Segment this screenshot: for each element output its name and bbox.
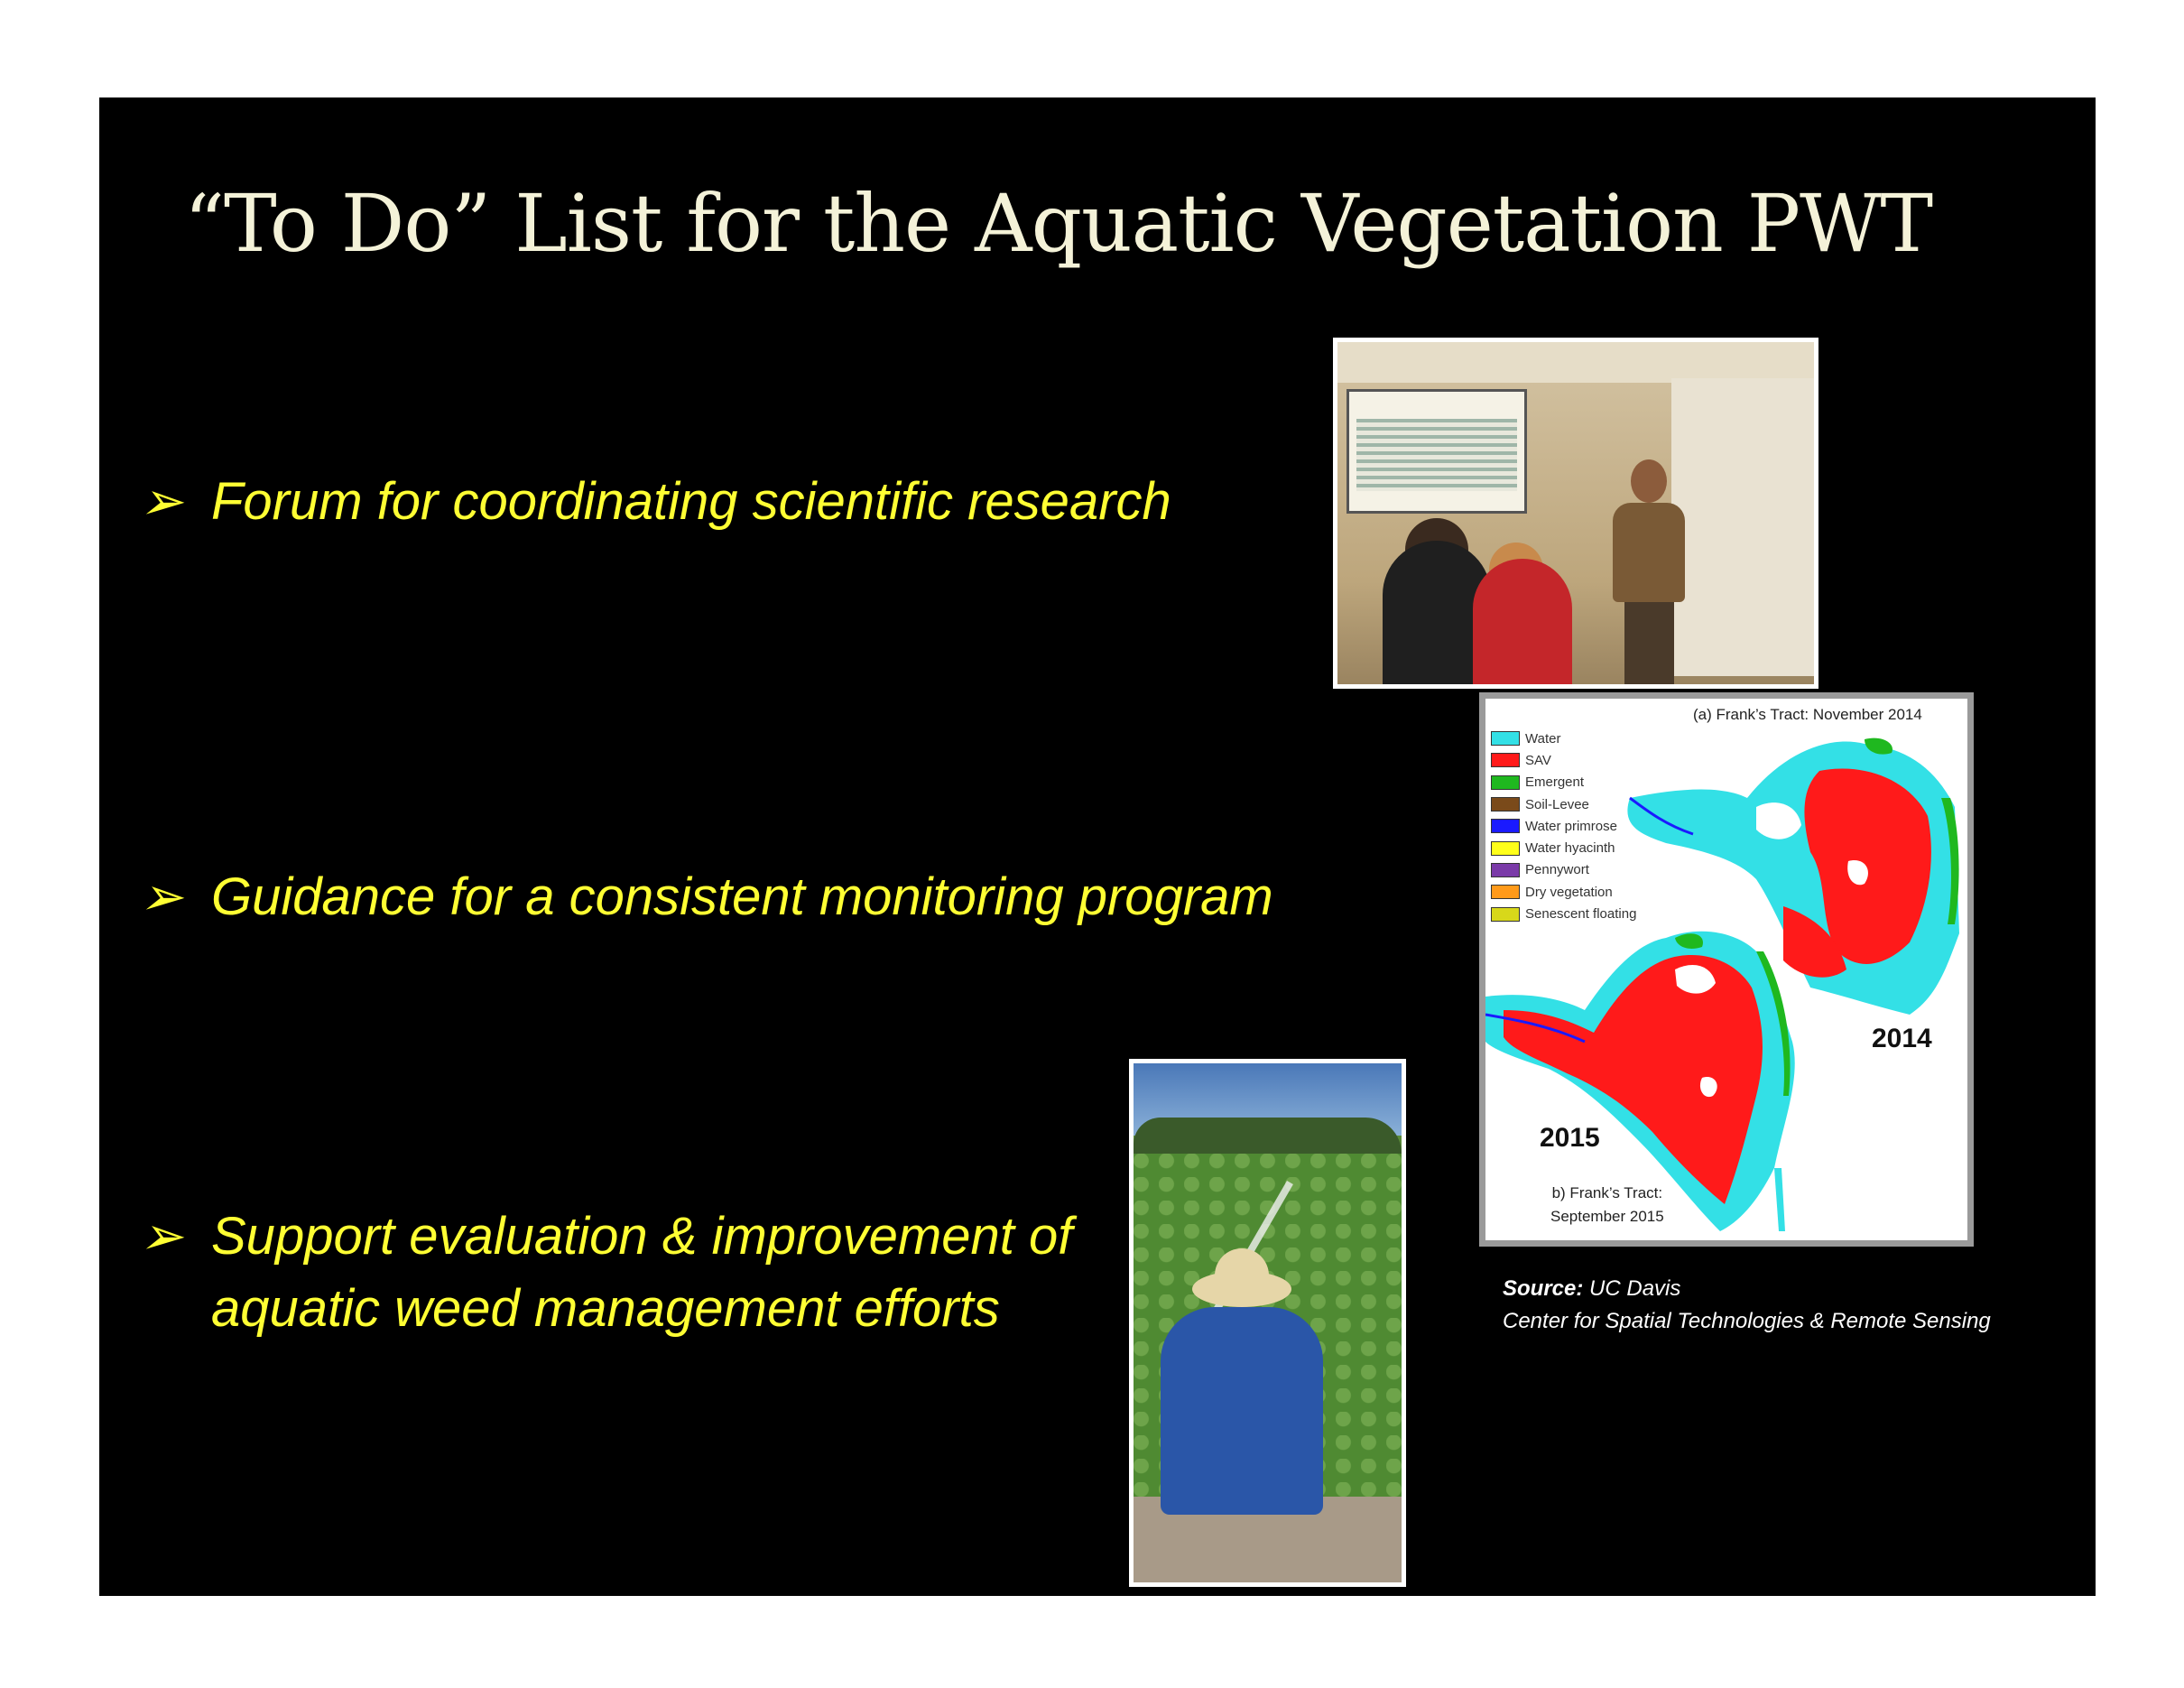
legend-item [1491,749,1636,771]
source-label: Source: [1503,1276,1584,1301]
arrow-bullet-icon: ➢ [139,867,183,926]
presenter-figure [1608,459,1689,685]
whiteboard [1671,378,1816,676]
legend-item [1491,793,1636,815]
legend-item [1491,815,1636,837]
vegetation-map [1479,692,1974,1247]
audience-figure [1473,559,1572,689]
legend-swatch [1491,841,1520,856]
bullet-text: Support evaluation & improvement of aquatic weed management efforts [211,1207,1073,1338]
year-label-2015: 2015 [1540,1123,1600,1153]
legend-item [1491,837,1636,858]
arrow-bullet-icon: ➢ [139,1207,183,1266]
worker-figure [1161,1307,1323,1515]
slide-title: “To Do” List for the Aquatic Vegetation PWT [184,177,1933,270]
legend-swatch [1491,731,1520,746]
legend-swatch [1491,863,1520,877]
legend-label: Senescent floating [1525,906,1637,923]
legend-swatch [1491,819,1520,833]
year-label-2014: 2014 [1872,1024,1932,1053]
legend-item [1491,859,1636,881]
legend-label: Soil-Levee [1525,796,1589,812]
spraying-photo [1129,1059,1406,1587]
map-title-2015: b) Frank’s Tract: September 2015 [1550,1184,1664,1225]
legend-swatch [1491,753,1520,767]
bullet-text: Guidance for a consistent monitoring program [211,867,1273,926]
legend-swatch [1491,907,1520,922]
legend-label: Water hyacinth [1525,840,1615,857]
legend-item [1491,772,1636,793]
legend-swatch [1491,797,1520,812]
bullet-item [139,861,1493,933]
legend-swatch [1491,775,1520,790]
slide [99,97,2096,1596]
legend-label: Water primrose [1525,818,1617,834]
bullet-item [139,466,1312,538]
legend-label: Emergent [1525,774,1585,791]
map-title-2014: (a) Frank’s Tract: November 2014 [1693,706,1922,723]
image-source-credit [1503,1273,1991,1338]
legend-swatch [1491,885,1520,899]
bullet-item [139,1201,1096,1345]
bullet-text: Forum for coordinating scientific research [211,472,1171,531]
legend-item [1491,728,1636,749]
projector-screen [1346,389,1527,514]
legend-item [1491,881,1636,903]
map-legend [1491,728,1636,925]
legend-label: Dry vegetation [1525,884,1613,900]
legend-label: Pennywort [1525,862,1589,878]
legend-label: SAV [1525,752,1551,768]
legend-item [1491,903,1636,924]
meeting-photo [1333,338,1818,689]
source-line-1: UC Davis [1589,1276,1681,1301]
arrow-bullet-icon: ➢ [139,472,183,531]
legend-label: Water [1525,730,1561,747]
source-line-2: Center for Spatial Technologies & Remote Sensing [1503,1309,1991,1333]
